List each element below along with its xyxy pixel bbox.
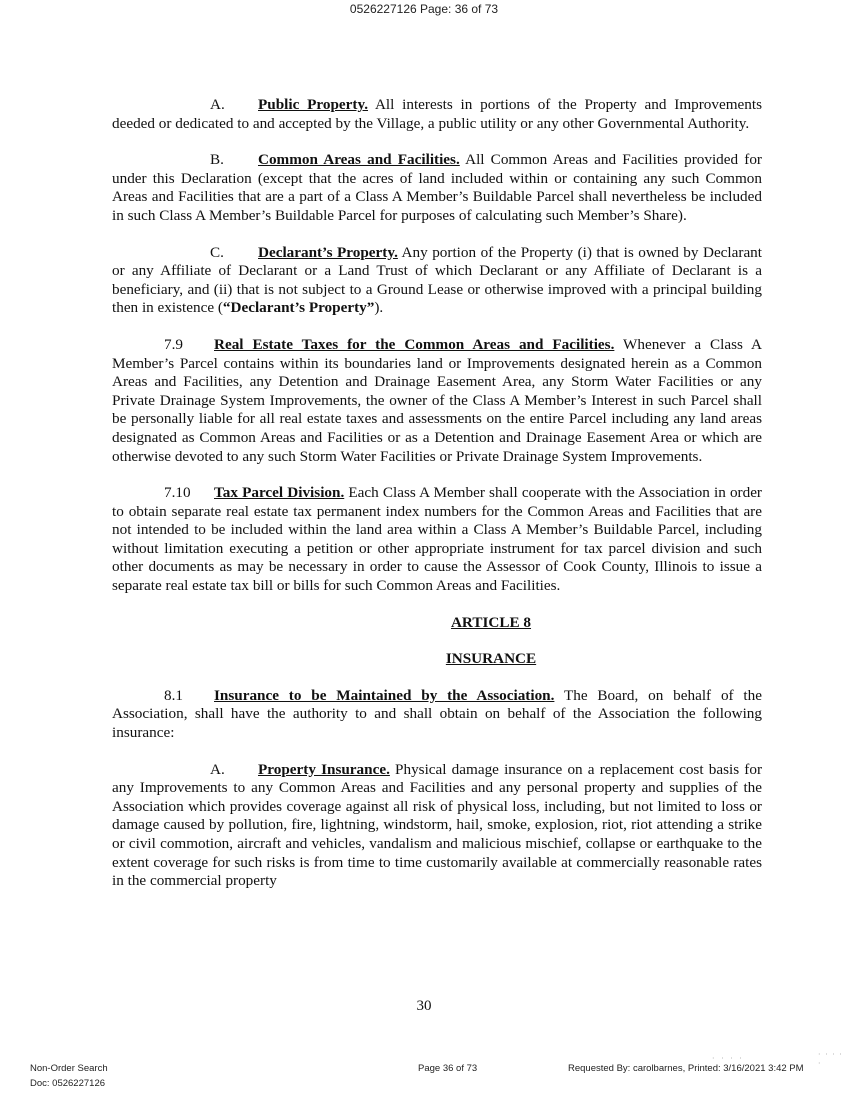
section-7-10	[112, 484, 762, 596]
paragraph-property-insurance	[112, 761, 762, 891]
page-number: 30	[416, 998, 432, 1014]
page-body	[112, 96, 762, 909]
footer-search-type: Non-Order Search	[30, 1063, 108, 1074]
section-7-9	[112, 336, 762, 466]
scan-artifact-dots: · · · ·	[712, 1054, 744, 1063]
item-heading: Declarant’s Property.	[258, 243, 398, 261]
item-text: All interests in portions of the Property and Improvements deeded or dedicated to and accepted by the Village, a public utility or any other Governmental Authority.	[112, 96, 762, 132]
article-number: ARTICLE 8	[450, 613, 532, 631]
paragraph-common-areas	[112, 151, 762, 225]
section-heading: Insurance to be Maintained by the Association.	[214, 686, 555, 704]
defined-term: “Declarant’s Property”	[222, 299, 375, 317]
footer-doc-id: Doc: 0526227126	[30, 1078, 106, 1089]
section-text: Each Class A Member shall cooperate with the Association in order to obtain separate real estate tax permanent index numbers for the Common Areas and Facilities that are not intended to be included within the land area within a Class A Member’s Buildable Parcel, including without limitation executing a petition or other appropriate instrument for tax parcel division and such other documents as may be necessary in order to cause the Assessor of Cook County, Illinois to issue a separate real estate tax bill or bills for such Common Areas and Facilities.	[112, 484, 762, 595]
item-text-end: ).	[374, 299, 384, 317]
paragraph-declarants-property	[112, 244, 762, 318]
footer-requested-by: Requested By: carolbarnes, Printed: 3/16/2021 3:42 PM	[568, 1063, 804, 1074]
item-text: All Common Areas and Facilities provided for under this Declaration (except that the acres of land included within or containing any such Common Areas and Facilities that are a part of a Class A Member’s Buildable Parcel shall nevertheless be included in such Class A Member’s Buildable Parcel for purposes of calculating such Member’s Share).	[112, 151, 762, 224]
item-label: A.	[210, 96, 225, 113]
paragraph-public-property	[112, 96, 762, 133]
document-page-header: 0526227126 Page: 36 of 73	[349, 2, 499, 16]
item-heading: Common Areas and Facilities.	[258, 151, 460, 169]
item-label: C.	[210, 243, 224, 261]
article-title: INSURANCE	[445, 650, 537, 668]
footer-page-count: Page 36 of 73	[418, 1063, 478, 1074]
item-heading: Property Insurance.	[258, 760, 390, 778]
item-heading: Public Property.	[258, 96, 369, 113]
item-text: Physical damage insurance on a replacement cost basis for any Improvements to any Common Areas and Facilities and any personal property and supplies of the Association which provides coverage against all risk of physical loss, including, but not limited to loss or damage caused by pollution, fire, lightning, windstorm, hail, smoke, explosion, riot, riot attending a strike or civil commotion, aircraft and vehicles, vandalism and malicious mischief, collapse or earthquake to the extent coverage for such risks is from time to time customarily available at commercially reasonable rates in the commercial property	[112, 760, 762, 890]
item-text: Any portion of the Property (i) that is owned by Declarant or any Affiliate of Declarant or a Land Trust of which Declarant or any Affiliate of Declarant is a beneficiary, and (ii) that is not subject to a Ground Lease or otherwise improved with a principal building then in existence (	[112, 243, 762, 317]
item-label: A.	[210, 760, 225, 778]
section-number: 8.1	[164, 686, 183, 704]
section-heading: Real Estate Taxes for the Common Areas and Facilities.	[214, 335, 615, 353]
section-number: 7.9	[164, 335, 183, 353]
section-text: Whenever a Class A Member’s Parcel contains within its boundaries land or Improvements designated herein as a Common Areas and Facilities, any Detention and Drainage Easement Area, any Storm Water Facilities or any Private Drainage System Improvements, the owner of the Class A Member’s Interest in such Parcel shall be personally liable for all real estate taxes and assessments on the entire Parcel including any land areas designated as Common Areas and Facilities or as a Detention and Drainage Easement Area or which are otherwise devoted to any such Storm Water Facilities or Private Drainage System Improvements.	[112, 335, 763, 465]
item-label: B.	[210, 151, 224, 169]
section-number: 7.10	[164, 484, 191, 502]
section-8-1	[112, 687, 762, 743]
scan-artifact-dots: · · · · ·	[818, 1050, 843, 1068]
section-text: The Board, on behalf of the Association, shall have the authority to and shall obtain on behalf of the Association the following insurance:	[112, 686, 762, 742]
section-heading: Tax Parcel Division.	[214, 484, 345, 502]
